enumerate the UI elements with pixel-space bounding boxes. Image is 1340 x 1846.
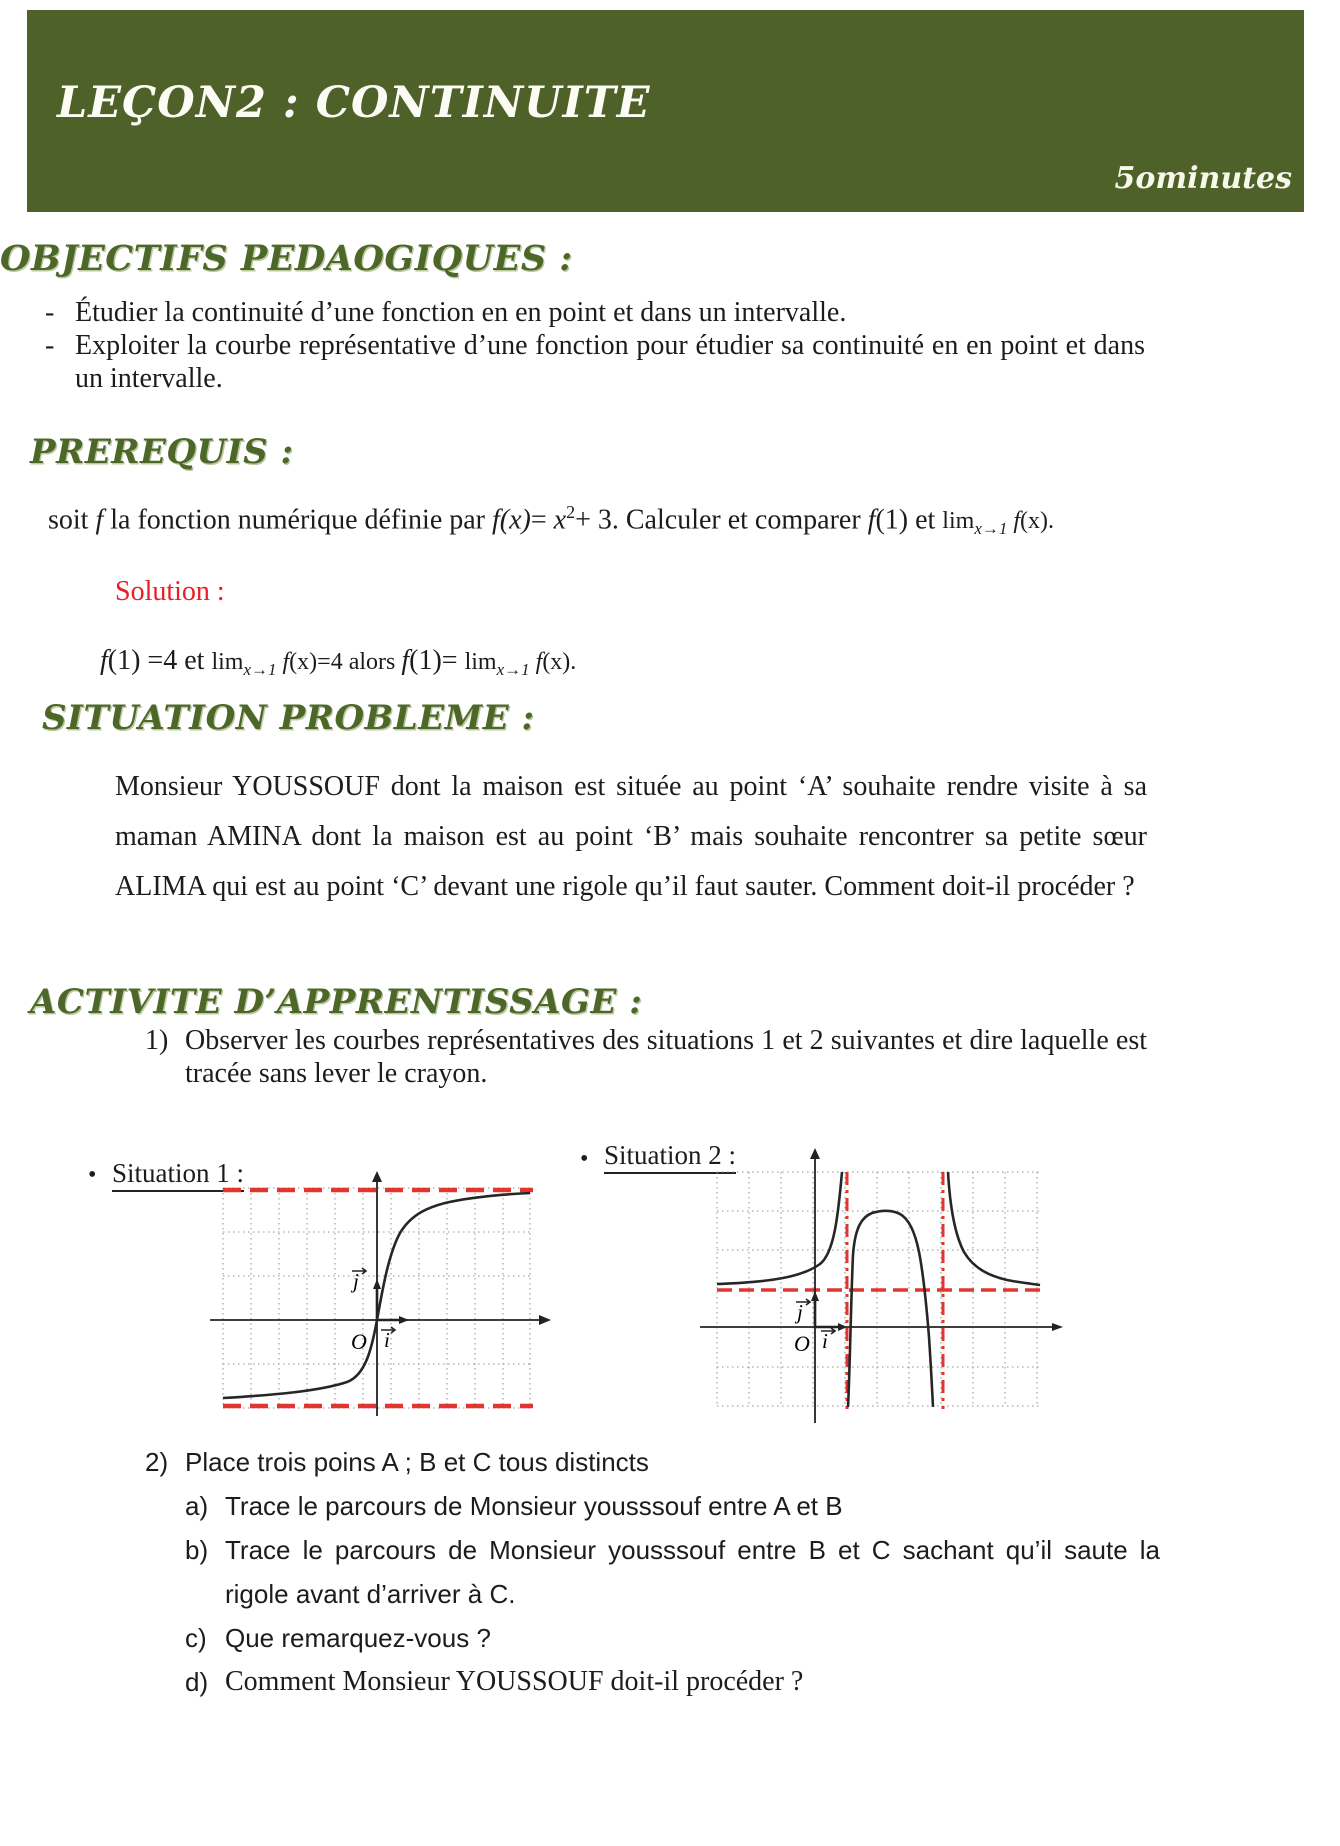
subitem-c — [185, 1616, 1160, 1660]
subitem-d — [185, 1660, 1160, 1704]
lim-word: lim — [464, 649, 497, 675]
subitem-number: b) — [185, 1535, 209, 1565]
situation2-graph — [672, 1147, 1072, 1437]
situation1-label: Situation 1 : — [112, 1158, 244, 1192]
lim-subscript: x→1 — [974, 519, 1008, 539]
solution-label: Solution : — [115, 576, 225, 607]
math-f: f — [276, 649, 290, 675]
text-fragment: (1)= — [409, 645, 465, 676]
text-fragment: (x). — [1020, 508, 1055, 535]
math-f: f — [1007, 508, 1021, 535]
text-fragment: (x)=4 alors — [289, 649, 402, 675]
bullet-icon: • — [580, 1146, 589, 1172]
lim-subscript: x→1 — [496, 659, 530, 679]
lim-subscript: x→1 — [243, 659, 277, 679]
subitem-number: d) — [185, 1667, 209, 1697]
text-fragment: = — [530, 504, 554, 536]
solution-line — [100, 645, 576, 680]
lesson-title: LEÇON2 : CONTINUITE — [57, 78, 651, 128]
bullet-icon: • — [88, 1162, 97, 1188]
subitem-list — [185, 1484, 1160, 1704]
question-text: Place trois poins A ; B et C tous distincts — [185, 1447, 649, 1477]
j-vector-label: j — [797, 1300, 803, 1324]
math-f: f — [100, 645, 108, 676]
subitem-b — [185, 1528, 1160, 1616]
math-fx: f(x) — [492, 504, 531, 536]
math-f: f — [401, 645, 410, 676]
text-fragment: + 3. Calculer et comparer — [575, 504, 868, 536]
origin-label: O — [351, 1329, 367, 1354]
list-dash: - — [45, 297, 55, 328]
text-fragment: la fonction numérique définie par — [103, 504, 492, 536]
subitem-text: Trace le parcours de Monsieur yousssouf entre B et C sachant qu’il saute la rigole avant d’arriver à C. — [225, 1535, 1160, 1609]
question-number: 1) — [145, 1025, 169, 1056]
situation1-graph — [175, 1170, 570, 1425]
subitem-text: Comment Monsieur YOUSSOUF doit-il procéder ? — [225, 1666, 804, 1697]
question-1 — [145, 1024, 1147, 1090]
subitem-text: Trace le parcours de Monsieur yousssouf entre A et B — [225, 1491, 843, 1521]
math-f: f — [95, 504, 104, 536]
situation-paragraph: Monsieur YOUSSOUF dont la maison est située au point ‘A’ souhaite rendre visite à sa maman AMINA dont la maison est au point ‘B’ mais souhaite rencontrer sa petite sœur ALIMA qui est au point ‘C’ devant une rigole qu’il faut sauter. Comment doit-il procéder ? — [115, 771, 1147, 902]
subitem-number: c) — [185, 1623, 207, 1653]
subitem-a — [185, 1484, 1160, 1528]
lim-word: lim — [211, 649, 244, 675]
subitem-number: a) — [185, 1491, 209, 1521]
axes — [700, 1148, 1063, 1423]
lim-word: lim — [942, 508, 975, 535]
math-x: x — [553, 504, 567, 536]
objective-item — [45, 329, 1145, 395]
text-fragment: (1) et — [875, 504, 943, 536]
origin-label: O — [794, 1331, 810, 1356]
text-fragment: soit — [48, 504, 96, 536]
objective-item — [45, 296, 1145, 329]
prerequis-heading: PREREQUIS : — [30, 432, 294, 472]
i-vector-label: i — [822, 1329, 828, 1353]
lesson-banner — [27, 10, 1304, 212]
math-f: f — [867, 504, 876, 536]
objective-text: Étudier la continuité d’une fonction en en point et dans un intervalle. — [75, 297, 847, 328]
math-f: f — [529, 649, 543, 675]
list-dash: - — [45, 330, 55, 361]
math-lim — [942, 508, 1055, 539]
axes — [210, 1171, 551, 1416]
j-vector-label: j — [353, 1269, 359, 1293]
situation2-label: Situation 2 : — [604, 1140, 736, 1174]
math-lim — [464, 649, 577, 679]
text-fragment: (1) =4 et — [107, 645, 212, 676]
question-number: 2) — [145, 1447, 169, 1477]
activite-heading: ACTIVITE D’APPRENTISSAGE : — [30, 982, 643, 1022]
text-fragment: (x). — [542, 649, 577, 675]
i-vector-label: i — [384, 1328, 390, 1352]
objective-text: Exploiter la courbe représentative d’une fonction pour étudier sa continuité en en point et dans un intervalle. — [75, 330, 1145, 394]
question-2 — [145, 1440, 1147, 1484]
question-text: Observer les courbes représentatives des situations 1 et 2 suivantes et dire laquelle est tracée sans lever le crayon. — [185, 1025, 1147, 1089]
objectifs-list — [45, 296, 1145, 395]
math-exponent: 2 — [566, 502, 576, 522]
situation-heading: SITUATION PROBLEME : — [42, 698, 535, 738]
objectifs-heading: OBJECTIFS PEDAOGIQUES : — [0, 238, 573, 279]
duration-label: 5ominutes — [1114, 161, 1292, 196]
prereq-statement — [48, 502, 1054, 539]
math-lim — [211, 649, 402, 679]
subitem-text: Que remarquez-vous ? — [225, 1623, 491, 1653]
